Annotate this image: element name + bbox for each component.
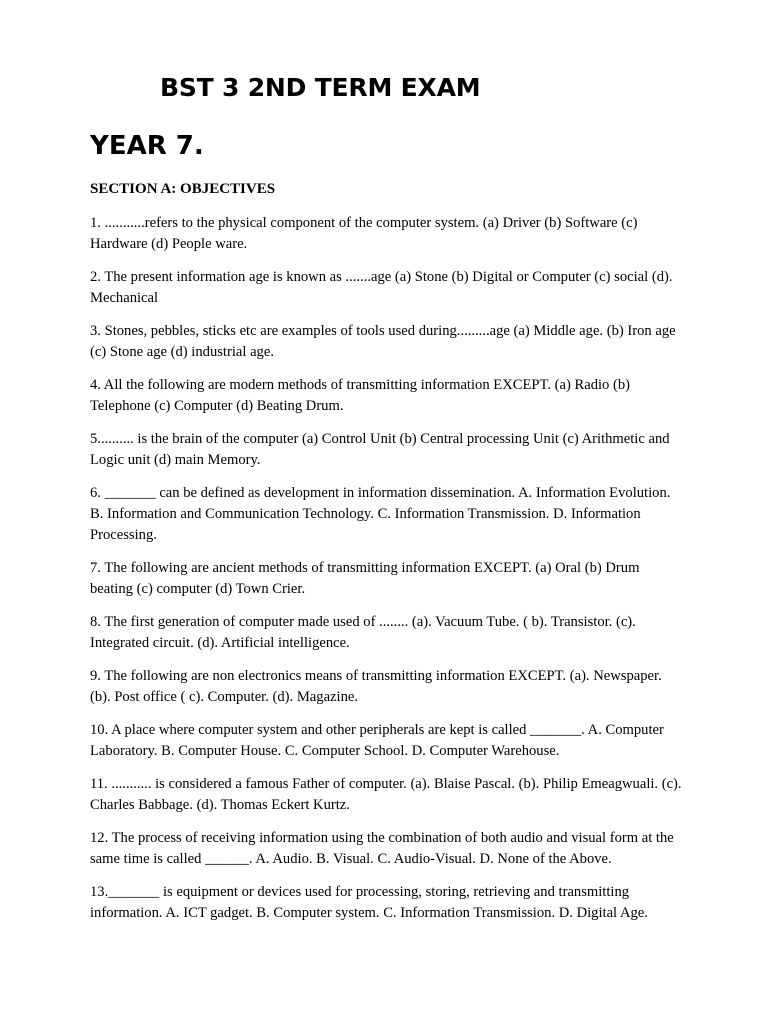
question-7: 7. The following are ancient methods of transmitting information EXCEPT. (a) Oral (b) Drum beating (c) computer (d) Town Crier. [90,560,640,597]
question-12: 12. The process of receiving information using the combination of both audio and visual form at the same time is called ______. A. Audio. B. Visual. C. Audio-Visual. D. None of the Above. [90,830,674,867]
question-11: 11. ........... is considered a famous Father of computer. (a). Blaise Pascal. (b). Philip Emeagwuali. (c). Charles Babbage. (d). Thomas Eckert Kurtz. [90,776,682,813]
question-2: 2. The present information age is known as .......age (a) Stone (b) Digital or Computer (c) social (d). Mechanical [90,269,673,306]
question-5: 5.......... is the brain of the computer (a) Control Unit (b) Central processing Unit (c) Arithmetic and Logic unit (d) main Memory. [90,431,670,468]
question-list [90,213,686,936]
question-1: 1. ...........refers to the physical component of the computer system. (a) Driver (b) Software (c) Hardware (d) People ware. [90,215,638,252]
question-9: 9. The following are non electronics means of transmitting information EXCEPT. (a). Newspaper. (b). Post office ( c). Computer. (d). Magazine. [90,668,662,705]
question-8: 8. The first generation of computer made used of ........ (a). Vacuum Tube. ( b). Transistor. (c). Integrated circuit. (d). Artificial intelligence. [90,614,636,651]
class-title: YEAR 7. [90,131,204,161]
question-3: 3. Stones, pebbles, sticks etc are examples of tools used during.........age (a) Middle age. (b) Iron age (c) Stone age (d) industrial age. [90,323,676,360]
question-10: 10. A place where computer system and other peripherals are kept is called _______. A. Computer Laboratory. B. Computer House. C. Computer School. D. Computer Warehouse. [90,722,664,759]
exam-title: BST 3 2ND TERM EXAM [160,73,481,102]
question-13: 13._______ is equipment or devices used for processing, storing, retrieving and transmitting information. A. ICT gadget. B. Computer system. C. Information Transmission. D. Digital Age. [90,884,648,921]
question-6: 6. _______ can be defined as development in information dissemination. A. Information Evolution. B. Information and Communication Technology. C. Information Transmission. D. Information Processing. [90,485,671,543]
section-heading: SECTION A: OBJECTIVES [90,181,276,197]
question-4: 4. All the following are modern methods of transmitting information EXCEPT. (a) Radio (b) Telephone (c) Computer (d) Beating Drum. [90,377,631,414]
